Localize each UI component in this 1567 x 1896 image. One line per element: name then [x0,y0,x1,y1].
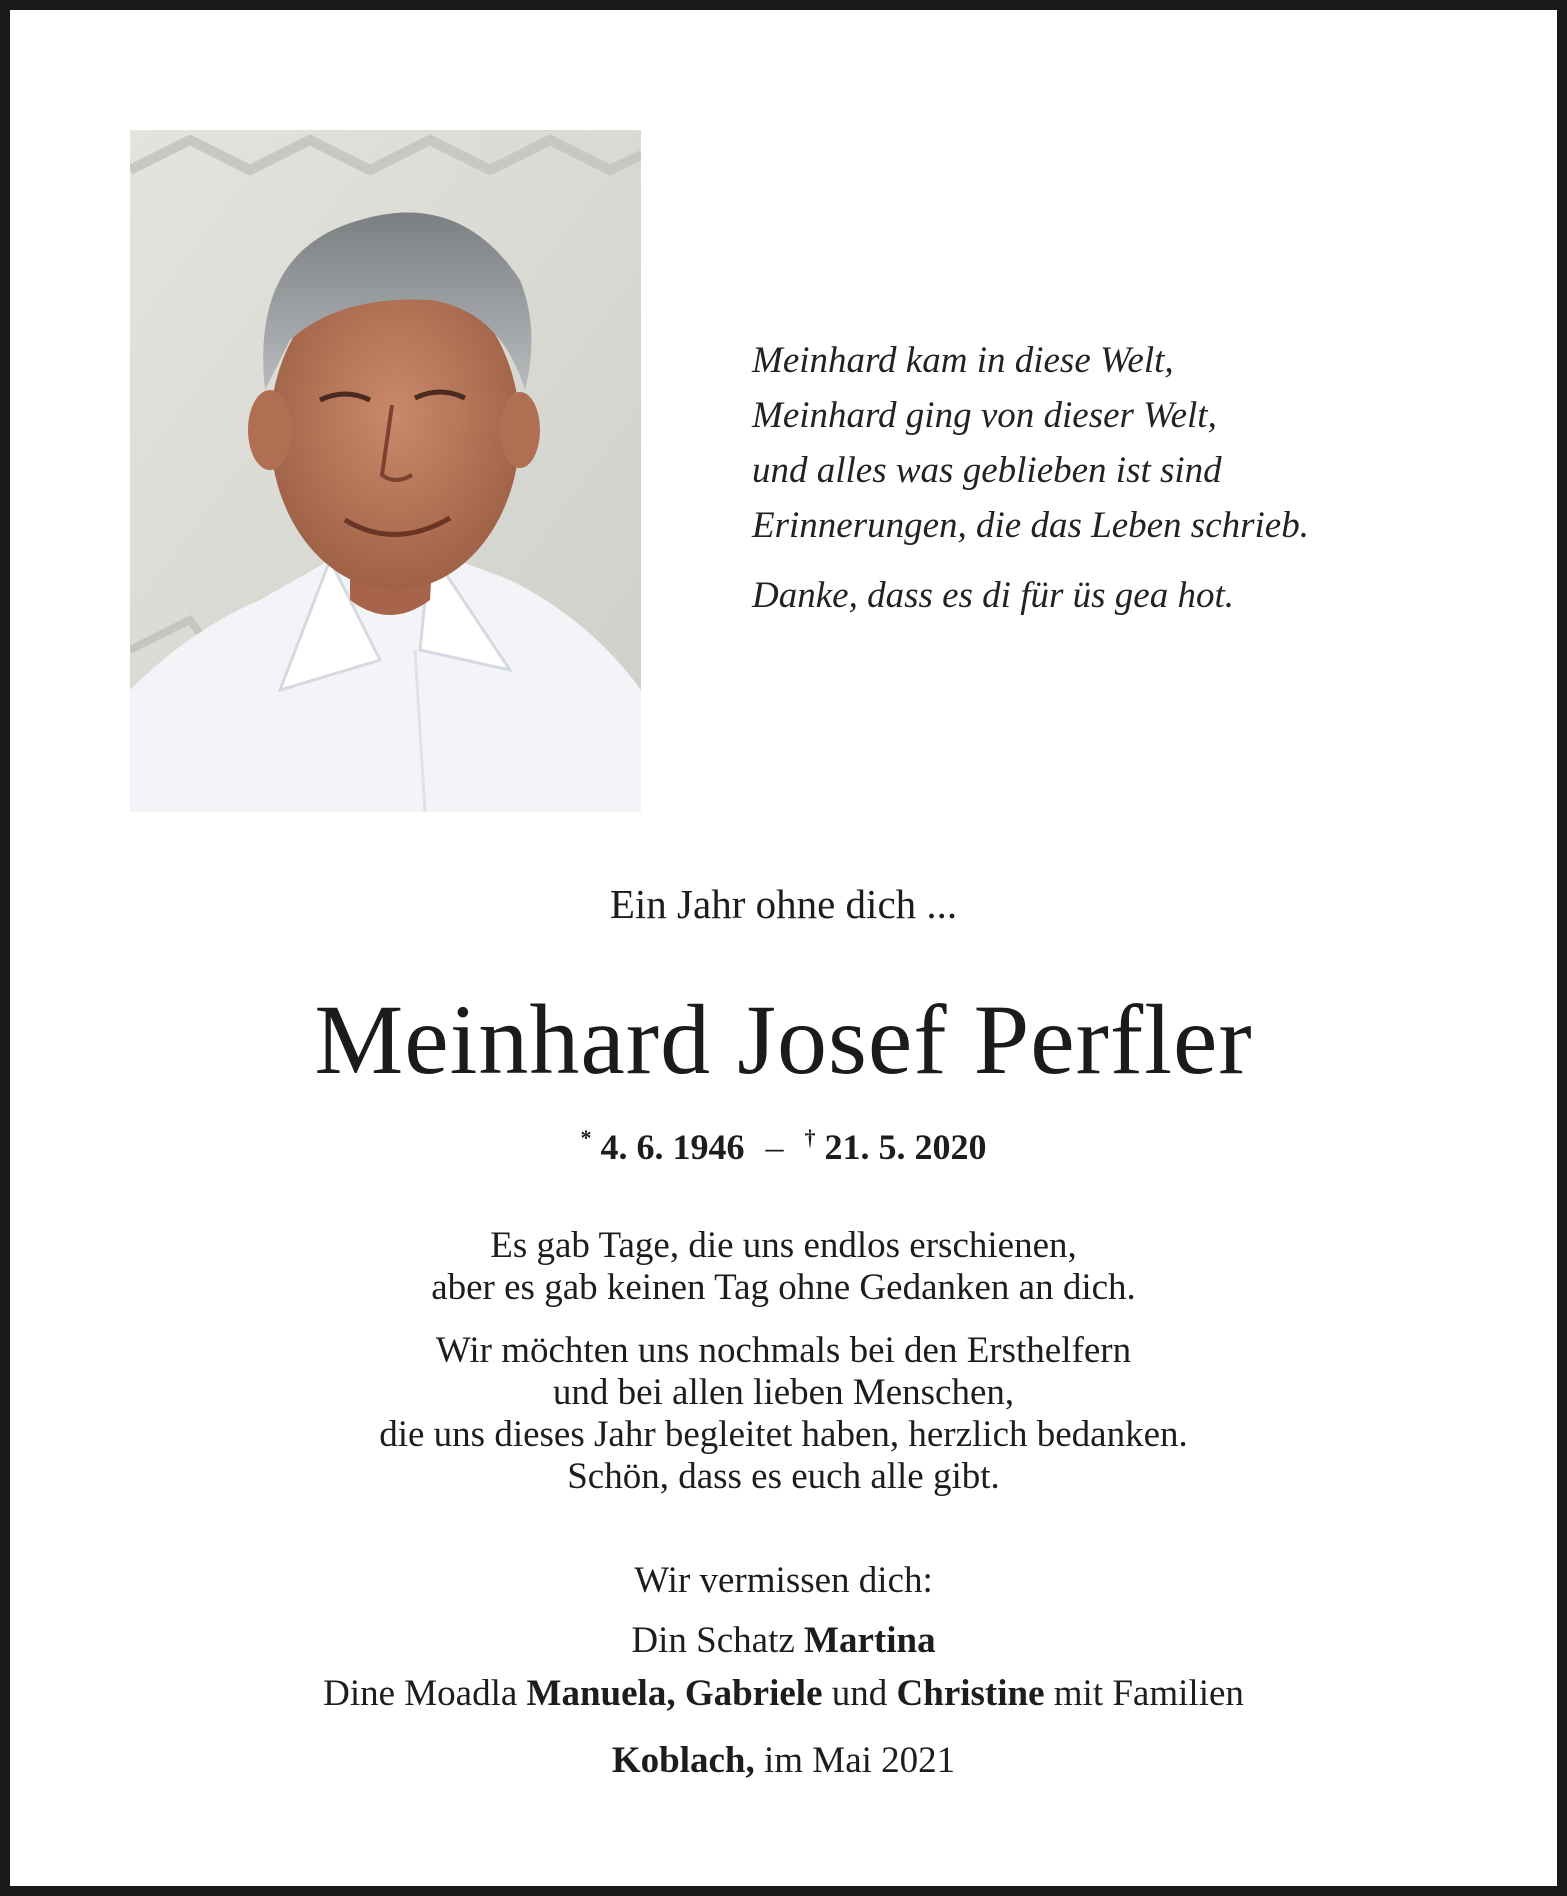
life-dates [0,1125,1567,1168]
family-names: Manuela, Gabriele [526,1673,823,1714]
subtitle: Ein Jahr ohne dich ... [609,881,958,927]
birth-date: 4. 6. 1946 [600,1127,745,1167]
paragraph-line: und bei allen lieben Menschen, [552,1372,1015,1413]
family-conjunction: und [822,1673,897,1714]
family-line-daughters [0,1673,1567,1715]
deceased-name: Meinhard Josef Perfler [314,984,1253,1095]
place-town: Koblach, [611,1740,755,1781]
family-suffix: mit Familien [1044,1673,1244,1714]
family-name: Christine [896,1673,1045,1714]
poem-line: Erinnerungen, die das Leben schrieb. [752,505,1309,546]
portrait-photo [130,130,641,812]
paragraph-line: Schön, dass es euch alle gibt. [567,1456,1000,1497]
birth-star-icon: * [580,1125,592,1150]
place-date [0,1740,1567,1782]
family-line-partner [0,1620,1567,1662]
paragraph-line: Wir möchten uns nochmals bei den Ersthelfern [435,1330,1132,1371]
paragraph-days [0,1225,1567,1309]
poem-line: Meinhard ging von dieser Welt, [752,395,1217,436]
miss-heading: Wir vermissen dich: [634,1560,933,1601]
paragraph-line: aber es gab keinen Tag ohne Gedanken an dich. [431,1267,1136,1308]
poem-line: und alles was geblieben ist sind [752,450,1222,491]
family-name: Martina [804,1620,936,1661]
memorial-poem [752,333,1452,623]
death-date: 21. 5. 2020 [824,1127,987,1167]
paragraph-thanks [0,1330,1567,1498]
poem-line: Meinhard kam in diese Welt, [752,340,1174,381]
death-cross-icon: † [804,1125,816,1150]
family-prefix: Dine Moadla [323,1673,527,1714]
place-date-text: im Mai 2021 [754,1740,956,1781]
paragraph-line: die uns dieses Jahr begleitet haben, herzlich bedanken. [379,1414,1188,1455]
family-prefix: Din Schatz [631,1620,805,1661]
poem-closing: Danke, dass es di für üs gea hot. [752,575,1234,616]
paragraph-line: Es gab Tage, die uns endlos erschienen, [490,1225,1077,1266]
date-separator: – [765,1127,784,1167]
